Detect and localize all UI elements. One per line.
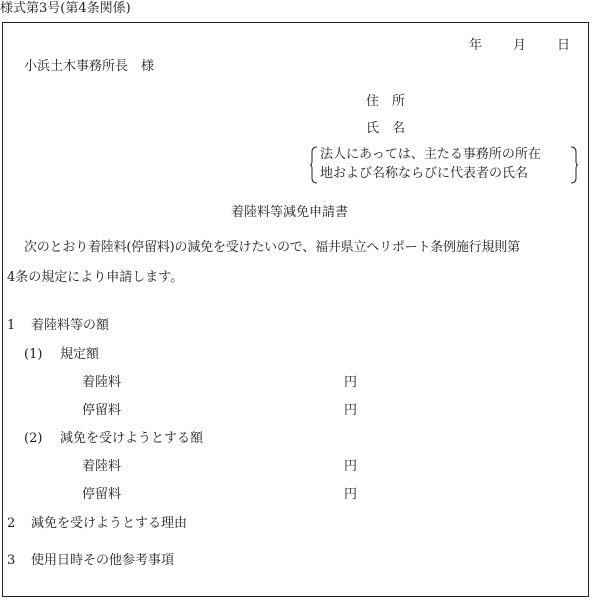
reduced-landing-fee-yen: 円 <box>344 459 358 474</box>
body-text-line2: 4条の規定により申請します。 <box>7 270 184 285</box>
regular-parking-fee-yen: 円 <box>344 403 358 418</box>
date-day: 日 <box>557 38 571 53</box>
date-month: 月 <box>513 38 527 53</box>
reduced-landing-fee-label: 着陸料 <box>82 459 122 474</box>
address-label: 住 所 <box>366 94 406 109</box>
note-open-bracket <box>310 146 318 184</box>
name-label: 氏 名 <box>366 121 406 136</box>
note-close-bracket <box>570 146 578 184</box>
addressee: 小浜土木事務所長 様 <box>24 59 155 74</box>
section3-number: 3 <box>7 553 16 568</box>
reduced-parking-fee-label: 停留料 <box>82 487 122 502</box>
document-title: 着陸料等減免申請書 <box>231 205 349 220</box>
section2-title: 減免を受けようとする理由 <box>31 516 188 531</box>
section1a-title: 規定額 <box>60 347 100 362</box>
form-frame <box>2 22 589 597</box>
section1-number: 1 <box>7 318 16 333</box>
applicant-note-line1: 法人にあっては、主たる事務所の所在 <box>320 147 541 162</box>
regular-landing-fee-yen: 円 <box>344 375 358 390</box>
body-text-line1: 次のとおり着陸料(停留料)の減免を受けたいので、福井県立ヘリポート条例施行規則第 <box>24 240 520 255</box>
section1b-title: 減免を受けようとする額 <box>60 431 204 446</box>
reduced-parking-fee-yen: 円 <box>344 487 358 502</box>
date-year: 年 <box>469 38 483 53</box>
section3-title: 使用日時その他参考事項 <box>31 553 175 568</box>
regular-landing-fee-label: 着陸料 <box>82 375 122 390</box>
section2-number: 2 <box>7 516 16 531</box>
regular-parking-fee-label: 停留料 <box>82 403 122 418</box>
section1-title: 着陸料等の額 <box>31 318 110 333</box>
section1b-number: (2) <box>24 431 43 446</box>
form-label: 様式第3号(第4条関係) <box>0 1 131 16</box>
section1a-number: (1) <box>24 347 43 362</box>
applicant-note-line2: 地および名称ならびに代表者の氏名 <box>320 166 529 181</box>
